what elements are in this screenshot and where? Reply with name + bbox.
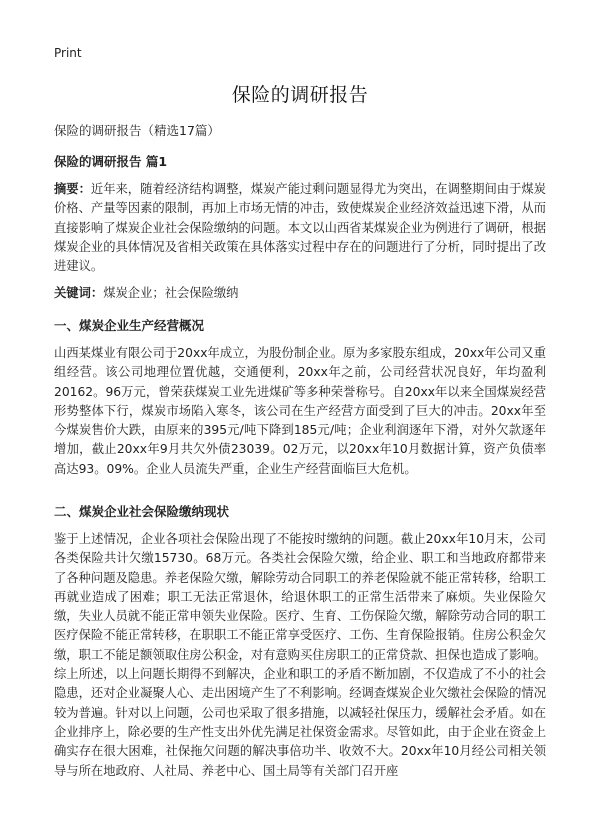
section-2-paragraph: 鉴于上述情况，企业各项社会保险出现了不能按时缴纳的问题。截止20xx年10月末，公司各类保险共计欠缴15730。68万元。各类社会保险欠缴，给企业、职工和当地政府都带来了各种问题及隐患。养老保险欠缴，解除劳动合同职工的养老保险就不能正常转移，给职工再就业造成了困难；职工无法正常退休，给退休职工的正常生活带来了麻烦。失业保险欠缴，失业人员就不能正常申领失业保险。医疗、生育、工伤保险欠缴，解除劳动合同的职工医疗保险不能正常转移，在职职工不能正常享受医疗、工伤、生育保险报销。住房公积金欠缴，职工不能足额领取住房公积金，对有意购买住房职工的正常贷款、担保也造成了影响。综上所述，以上问题长期得不到解决，企业和职工的矛盾不断加剧，不仅造成了不小的社会隐患，还对企业凝聚人心、走出困境产生了不利影响。经调查煤炭企业欠缴社会保险的情况较为普遍。针对以上问题，公司也采取了很多措施，以减轻社保压力，缓解社会矛盾。如在企业排序上，除必要的生产性支出外优先满足社保资金需求。尽管如此，由于企业在资金上确实存在很大困难，社保拖欠问题的解决事倍功半、收效不大。20xx年10月经公司相关领导与所在地政府、人社局、养老中心、国土局等有关部门召开座 [54, 532, 546, 778]
section-1-paragraph: 山西某煤业有限公司于20xx年成立，为股份制企业。原为多家股东组成，20xx年公司又重组经营。该公司地理位置优越，交通便利，20xx年之前，公司经营状况良好，年均盈利20162。96万元，曾荣获煤炭工业先进煤矿等多种荣誉称号。自20xx年以来全国煤炭经营形势整体下行，煤炭市场陷入寒冬，该公司在生产经营方面受到了巨大的冲击。20xx年至今煤炭售价大跌，由原来的395元/吨下降到185元/吨；企业利润逐年下滑，对外欠款逐年增加，截止20xx年9月共欠外债23039。02万元，以20xx年10月数据计算，资产负债率高达93。09%。企业人员流失严重，企业生产经营面临巨大危机。 [54, 346, 546, 476]
document-page [54, 0, 546, 828]
abstract-label: 摘要： [54, 182, 91, 196]
keywords-label: 关键词： [54, 286, 104, 300]
abstract-text: 近年来，随着经济结构调整，煤炭产能过剩问题显得尤为突出，在调整期间由于煤炭价格、产量等因素的限制，再加上市场无情的冲击，致使煤炭企业经济效益迅速下滑，从而直接影响了煤炭企业社会保险缴纳的问题。本文以山西省某煤炭企业为例进行了调研，根据煤炭企业的具体情况及省相关政策在具体落实过程中存在的问题进行了分析，同时提出了改进建议。 [54, 182, 546, 274]
section-heading-2: 二、煤炭企业社会保险缴纳现状 [54, 504, 230, 519]
keywords-paragraph [54, 284, 546, 303]
abstract-paragraph [54, 180, 546, 276]
document-subtitle: 保险的调研报告（精选17篇） [54, 123, 220, 138]
part-heading: 保险的调研报告 篇1 [54, 154, 168, 169]
page-title: 保险的调研报告 [231, 84, 369, 106]
print-label: Print [54, 46, 82, 60]
keywords-text: 煤炭企业；社会保险缴纳 [103, 286, 239, 300]
section-heading-1: 一、煤炭企业生产经营概况 [54, 318, 205, 333]
